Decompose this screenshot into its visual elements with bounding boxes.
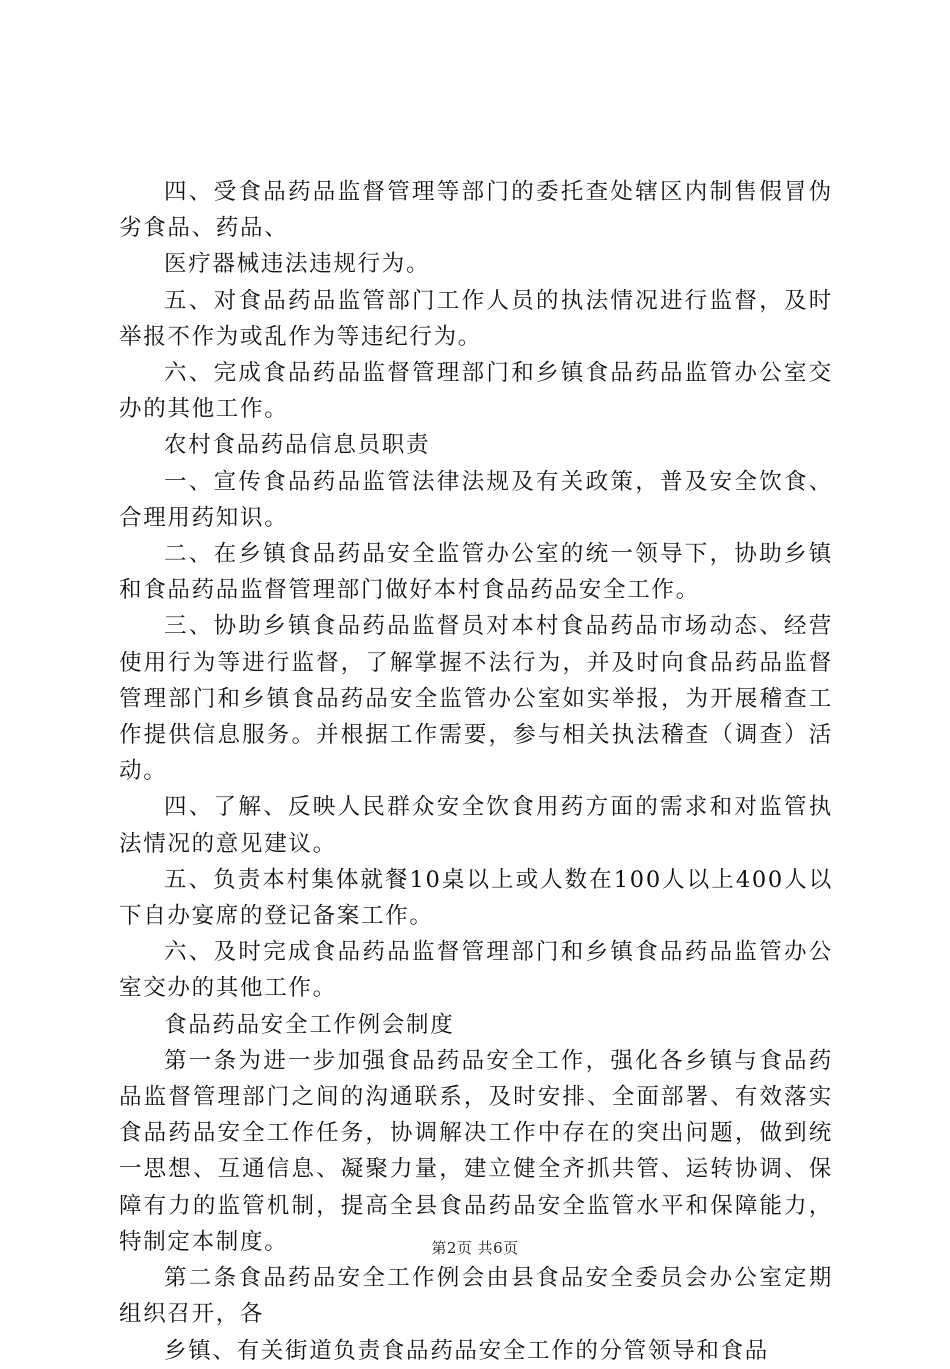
paragraph: 五、负责本村集体就餐10桌以上或人数在100人以上400人以下自办宴席的登记备案工作。 — [119, 866, 833, 930]
paragraph: 第一条为进一步加强食品药品安全工作，强化各乡镇与食品药品监督管理部门之间的沟通联系，及时安排、全面部署、有效落实食品药品安全工作任务，协调解决工作中存在的突出问题，做到统一思想、互通信息、凝聚力量，建立健全齐抓共管、运转协调、保障有力的监管机制，提高全县食品药品安全监管水平和保障能力，特制定本制度。 — [119, 1047, 833, 1255]
paragraph: 四、受食品药品监督管理等部门的委托查处辖区内制售假冒伪劣食品、药品、 — [119, 179, 833, 242]
paragraph: 四、了解、反映人民群众安全饮食用药方面的需求和对监管执法情况的意见建议。 — [119, 794, 833, 857]
page-footer — [0, 1238, 950, 1258]
paragraph: 医疗器械违法违规行为。 — [164, 251, 431, 278]
paragraph: 五、对食品药品监管部门工作人员的执法情况进行监督，及时举报不作为或乱作为等违纪行为。 — [119, 287, 833, 350]
paragraph: 乡镇、有关街道负责食品药品安全工作的分管领导和食品 — [164, 1337, 770, 1364]
paragraph: 二、在乡镇食品药品安全监管办公室的统一领导下，协助乡镇和食品药品监督管理部门做好本村食品药品安全工作。 — [119, 541, 833, 604]
paragraph: 六、及时完成食品药品监督管理部门和乡镇食品药品监管办公室交办的其他工作。 — [119, 939, 833, 1002]
document-body — [119, 174, 833, 1369]
paragraph: 第二条食品药品安全工作例会由县食品安全委员会办公室定期组织召开，各 — [119, 1265, 833, 1328]
paragraph: 六、完成食品药品监督管理部门和乡镇食品药品监管办公室交办的其他工作。 — [119, 360, 833, 423]
paragraph: 三、协助乡镇食品药品监督员对本村食品药品市场动态、经营使用行为等进行监督，了解掌握不法行为，并及时向食品药品监督管理部门和乡镇食品药品安全监管办公室如实举报，为开展稽查工作提供信息服务。并根据工作需要，参与相关执法稽查（调查）活动。 — [119, 613, 833, 785]
section-heading: 农村食品药品信息员职责 — [164, 432, 431, 459]
section-heading: 食品药品安全工作例会制度 — [164, 1011, 455, 1038]
page-number: 第2页 共6页 — [431, 1239, 519, 1257]
paragraph: 一、宣传食品药品监管法律法规及有关政策，普及安全饮食、合理用药知识。 — [119, 468, 833, 531]
